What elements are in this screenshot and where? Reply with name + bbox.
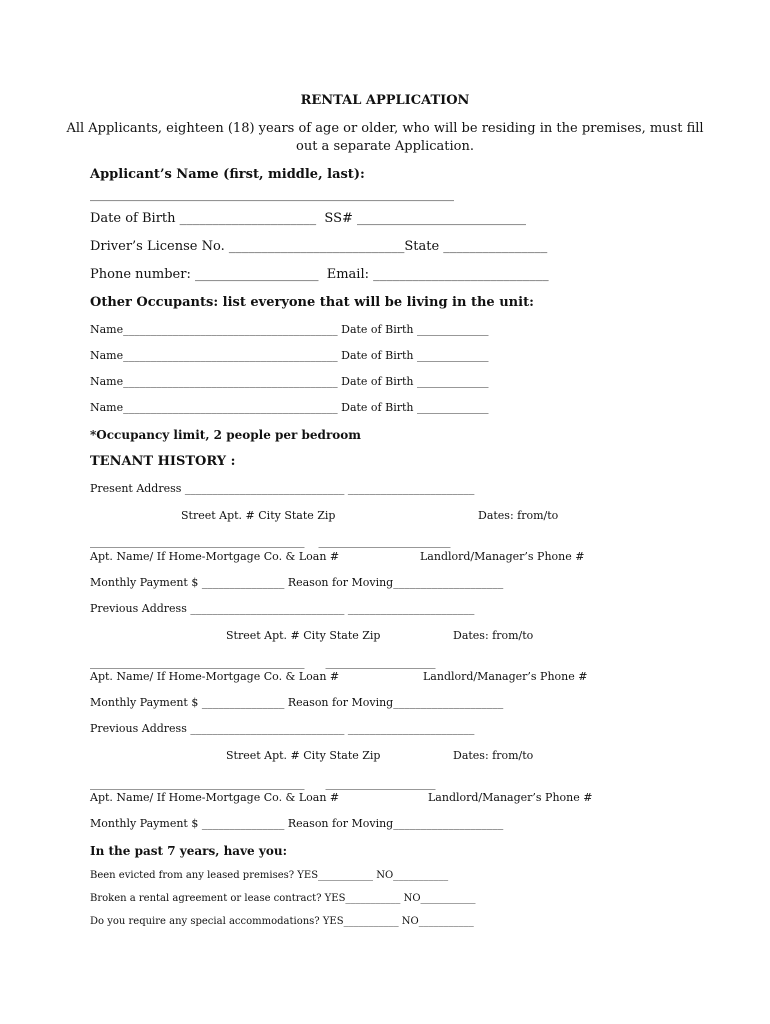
present-address-field[interactable]: Present Address _____________________________ _______________________ [90, 482, 475, 495]
previous-apt-blank[interactable]: _______________________________________ ____________________ [90, 656, 436, 669]
present-apt-label: Apt. Name/ If Home-Mortgage Co. & Loan # [90, 550, 340, 563]
previous-landlord-label: Landlord/Manager’s Phone # [423, 670, 588, 683]
occupancy-limit-note: *Occupancy limit, 2 people per bedroom [90, 428, 361, 442]
previous-apt-blank-2[interactable]: _______________________________________ ____________________ [90, 777, 436, 790]
present-address-sublabel: Street Apt. # City State Zip [181, 509, 336, 522]
present-dates-sublabel: Dates: from/to [478, 509, 559, 522]
present-landlord-label: Landlord/Manager’s Phone # [420, 550, 585, 563]
occupant-row[interactable]: Name_______________________________________ Date of Birth _____________ [90, 323, 489, 336]
broken-lease-question[interactable]: Broken a rental agreement or lease contract? YES___________ NO___________ [90, 893, 476, 904]
previous-dates-sublabel: Dates: from/to [453, 629, 534, 642]
previous-address-sublabel: Street Apt. # City State Zip [226, 629, 381, 642]
previous-address-field[interactable]: Previous Address ____________________________ _______________________ [90, 602, 475, 615]
intro-text-cont: out a separate Application. [296, 139, 474, 154]
occupant-row[interactable]: Name_______________________________________ Date of Birth _____________ [90, 375, 489, 388]
phone-email-field[interactable]: Phone number: ___________________ Email: ___________________________ [90, 267, 549, 282]
previous-monthly-field-2[interactable]: Monthly Payment $ _______________ Reason for Moving____________________ [90, 817, 504, 830]
previous-apt-label-2: Apt. Name/ If Home-Mortgage Co. & Loan # [90, 791, 340, 804]
occupants-heading: Other Occupants: list everyone that will be living in the unit: [90, 295, 534, 310]
tenant-history-heading: TENANT HISTORY : [90, 454, 236, 469]
accommodations-question[interactable]: Do you require any special accommodations? YES___________ NO___________ [90, 916, 474, 927]
dob-ss-field[interactable]: Date of Birth _____________________ SS# __________________________ [90, 211, 527, 226]
occupant-row[interactable]: Name_______________________________________ Date of Birth _____________ [90, 401, 489, 414]
occupant-row[interactable]: Name_______________________________________ Date of Birth _____________ [90, 349, 489, 362]
previous-landlord-label-2: Landlord/Manager’s Phone # [428, 791, 593, 804]
past-years-heading: In the past 7 years, have you: [90, 844, 287, 858]
page-title: RENTAL APPLICATION [300, 93, 470, 108]
applicant-name-label: Applicant’s Name (first, middle, last): [90, 167, 365, 182]
previous-apt-label: Apt. Name/ If Home-Mortgage Co. & Loan # [90, 670, 340, 683]
applicant-name-field[interactable]: ________________________________________________________ [90, 187, 454, 202]
present-monthly-field[interactable]: Monthly Payment $ _______________ Reason for Moving____________________ [90, 576, 504, 589]
intro-text: All Applicants, eighteen (18) years of age or older, who will be residing in the premises, must fill [66, 121, 704, 136]
previous-address-field-2[interactable]: Previous Address ____________________________ _______________________ [90, 722, 475, 735]
eviction-question[interactable]: Been evicted from any leased premises? YES___________ NO___________ [90, 870, 449, 881]
present-apt-blank[interactable]: _______________________________________ ________________________ [90, 535, 451, 548]
previous-monthly-field[interactable]: Monthly Payment $ _______________ Reason for Moving____________________ [90, 696, 504, 709]
previous-address-sublabel-2: Street Apt. # City State Zip [226, 749, 381, 762]
license-state-field[interactable]: Driver’s License No. ___________________________State ________________ [90, 239, 548, 254]
previous-dates-sublabel-2: Dates: from/to [453, 749, 534, 762]
